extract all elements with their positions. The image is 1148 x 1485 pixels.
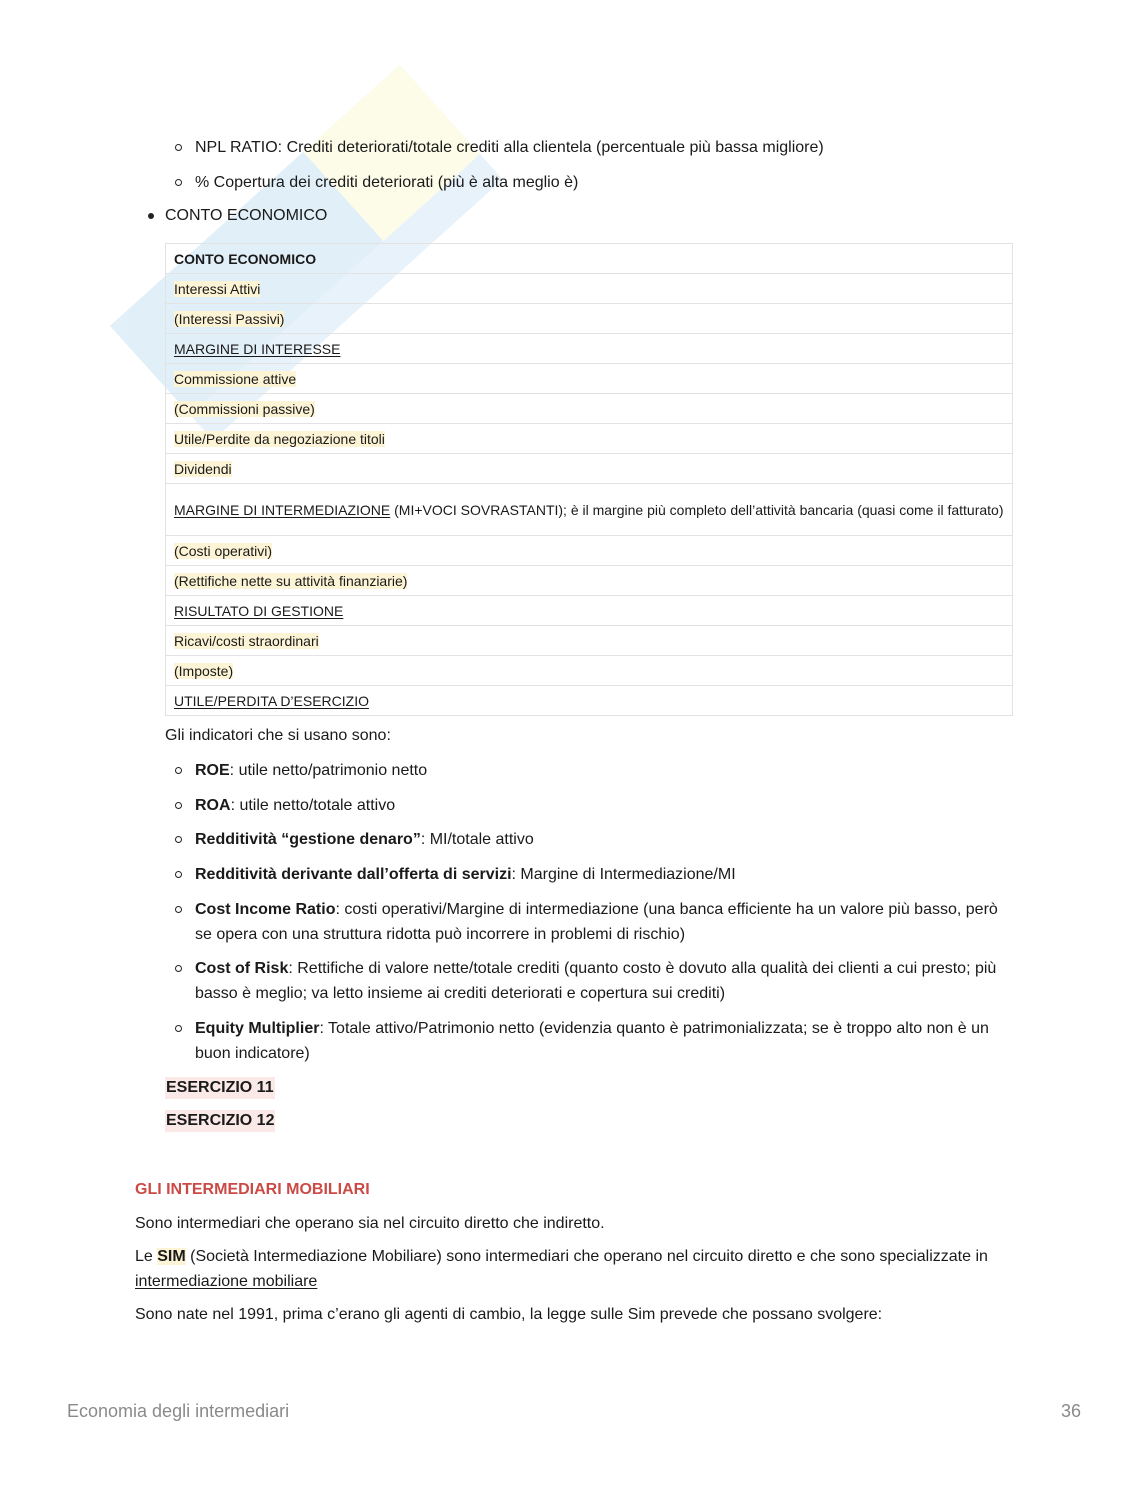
list-item: % Copertura dei crediti deteriorati (più è alta meglio è) [165,170,824,195]
table-header: CONTO ECONOMICO [166,244,1013,274]
table-row: Interessi Attivi [166,274,1013,304]
table-row: RISULTATO DI GESTIONE [166,596,1013,626]
list-item: ROE: utile netto/patrimonio netto [165,758,1015,783]
list-item: NPL RATIO: Crediti deteriorati/totale crediti alla clientela (percentuale più bassa migliore) [165,135,824,160]
table-row: Ricavi/costi straordinari [166,626,1013,656]
esercizio-11: ESERCIZIO 11 [165,1077,275,1099]
table-row: (Imposte) [166,656,1013,686]
list-item: Redditività “gestione denaro”: MI/totale attivo [165,827,1015,852]
credit-quality-list [165,135,824,195]
list-item: Redditività derivante dall’offerta di servizi: Margine di Intermediazione/MI [165,862,1015,887]
list-item: ROA: utile netto/totale attivo [165,793,1015,818]
table-row: (Costi operativi) [166,536,1013,566]
paragraph-sim: Le SIM (Società Intermediazione Mobiliare) sono intermediari che operano nel circuito diretto e che sono specializzate in intermediazione mobiliare [135,1248,988,1290]
intermediazione-link: intermediazione mobiliare [135,1273,318,1290]
table-row: MARGINE DI INTERMEDIAZIONE (MI+VOCI SOVRASTANTI); è il margine più completo dell’attività bancaria (quasi come il fatturato) [166,484,1013,536]
table-row: Dividendi [166,454,1013,484]
paragraph: Sono nate nel 1991, prima c’erano gli agenti di cambio, la legge sulle Sim prevede che possano svolgere: [135,1306,883,1323]
table-row: (Commissioni passive) [166,394,1013,424]
table-row: (Rettifiche nette su attività finanziarie) [166,566,1013,596]
table-row: MARGINE DI INTERESSE [166,334,1013,364]
conto-economico-bullet: CONTO ECONOMICO [148,205,327,227]
conto-economico-table [165,243,1013,716]
list-item: Cost of Risk: Rettifiche di valore nette/totale crediti (quanto costo è dovuto alla qualità dei clienti a cui presto; più basso è meglio; va letto insieme ai crediti deteriorati e copertura sui crediti) [165,956,1015,1006]
table-row: (Interessi Passivi) [166,304,1013,334]
paragraph: Sono intermediari che operano sia nel circuito diretto che indiretto. [135,1215,605,1232]
footer-title: Economia degli intermediari [67,1401,290,1421]
table-row: Utile/Perdite da negoziazione titoli [166,424,1013,454]
section-title: GLI INTERMEDIARI MOBILIARI [135,1181,370,1198]
list-item: Cost Income Ratio: costi operativi/Margine di intermediazione (una banca efficiente ha un valore più basso, però se opera con una struttura ridotta può incorrere in problemi di rischio) [165,897,1015,947]
table-row: UTILE/PERDITA D’ESERCIZIO [166,686,1013,716]
indicators-list [165,758,1015,1076]
table-row: Commissione attive [166,364,1013,394]
page-number: 36 [1060,1401,1081,1421]
esercizio-12: ESERCIZIO 12 [165,1110,275,1132]
list-item: Equity Multiplier: Totale attivo/Patrimonio netto (evidenzia quanto è patrimonializzata; se è troppo alto non è un buon indicatore) [165,1016,1015,1066]
sim-term: SIM [157,1248,186,1265]
indicators-intro: Gli indicatori che si usano sono: [165,727,391,744]
